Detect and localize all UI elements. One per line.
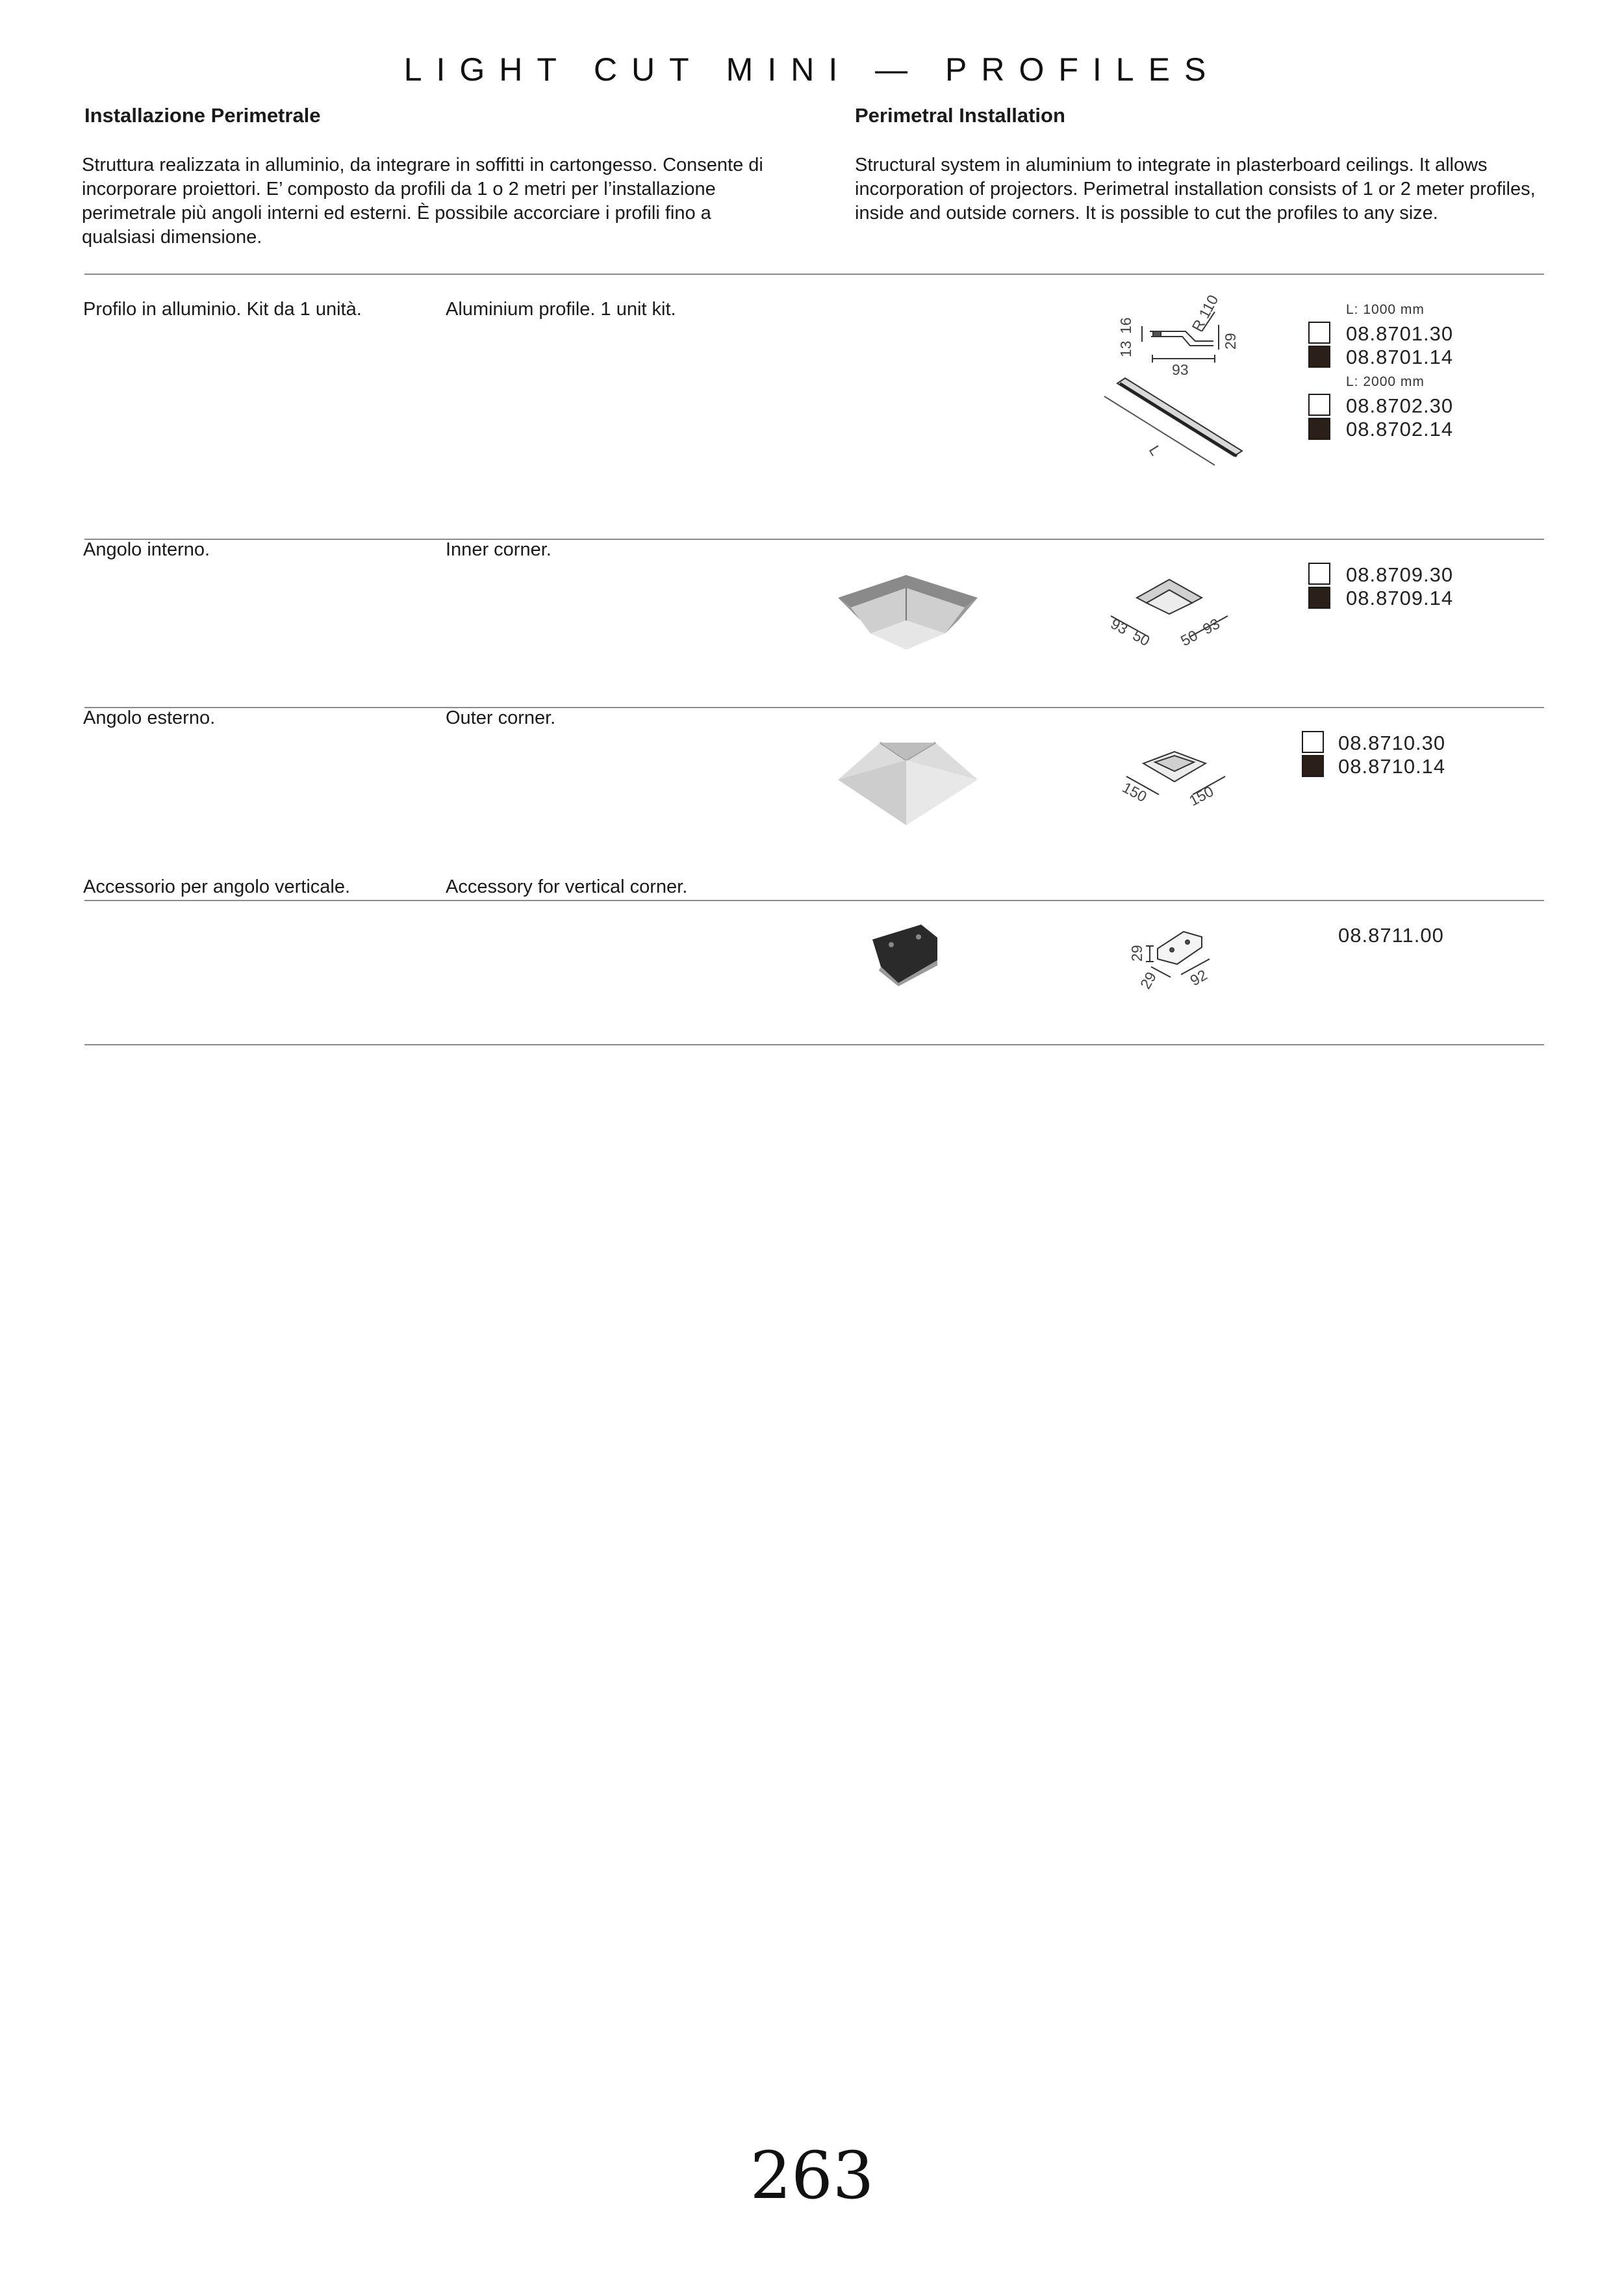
divider (84, 707, 1544, 708)
dim-label: 29 (1136, 969, 1160, 992)
dim-label: 93 (1108, 615, 1131, 638)
dim-label: 93 (1200, 615, 1223, 638)
divider (84, 900, 1544, 901)
length-label: L: 1000 mm (1346, 302, 1425, 317)
row3-label-it: Angolo esterno. (83, 708, 216, 728)
row3-label-en: Outer corner. (446, 708, 556, 728)
intro-heading-en: Perimetral Installation (855, 104, 1065, 127)
dim-label: 13 (1117, 340, 1134, 357)
intro-heading-it: Installazione Perimetrale (84, 104, 321, 127)
dim-label: 92 (1187, 966, 1210, 990)
product-code: 08.8710.14 (1338, 755, 1446, 778)
outer-corner-dimension-drawing (1117, 737, 1234, 815)
product-code: 08.8709.14 (1346, 587, 1454, 609)
product-code: 08.8711.00 (1338, 924, 1444, 947)
black-finish-swatch (1308, 346, 1330, 368)
profile-dimension-drawing (1091, 286, 1260, 468)
black-finish-swatch (1308, 587, 1330, 609)
product-code: 08.8701.30 (1346, 322, 1454, 345)
dim-label: R 110 (1188, 292, 1222, 335)
product-code: 08.8710.30 (1338, 732, 1446, 754)
black-finish-swatch (1308, 418, 1330, 440)
divider (84, 539, 1544, 540)
accessory-photo (869, 921, 944, 986)
product-code: 08.8701.14 (1346, 346, 1454, 368)
product-code: 08.8702.30 (1346, 394, 1454, 417)
accessory-dimension-drawing (1117, 921, 1234, 1006)
dim-label: 150 (1186, 782, 1217, 810)
row4-label-en: Accessory for vertical corner. (446, 876, 688, 897)
dim-label: 50 (1130, 626, 1153, 650)
dim-label: 150 (1119, 778, 1150, 806)
dim-label: 29 (1222, 333, 1239, 350)
white-finish-swatch (1308, 322, 1330, 344)
dim-label: 16 (1117, 317, 1134, 334)
white-finish-swatch (1308, 394, 1330, 416)
outer-corner-photo (835, 731, 981, 828)
dim-label: 29 (1128, 945, 1145, 962)
intro-text-it: Struttura realizzata in alluminio, da integrare in soffitti in cartongesso. Consente di incorporare proiettori. E’ composto da profili da 1 o 2 metri per l’installazione perimetrale più angoli interni ed esterni. È possibile accorciare i profili fino a qualsiasi dimensione. (82, 155, 763, 248)
product-code: 08.8709.30 (1346, 563, 1454, 586)
row1-label-en: Aluminium profile. 1 unit kit. (446, 299, 676, 320)
row1-label-it: Profilo in alluminio. Kit da 1 unità. (83, 299, 362, 320)
row4-label-it: Accessorio per angolo verticale. (83, 876, 351, 897)
page-number: 263 (750, 2138, 874, 2214)
black-finish-swatch (1302, 755, 1324, 777)
page-title: LIGHT CUT MINI — PROFILES (403, 51, 1221, 88)
dim-label: L (1145, 442, 1165, 459)
row2-label-en: Inner corner. (446, 539, 552, 560)
row2-label-it: Angolo interno. (83, 539, 210, 560)
inner-corner-photo (835, 568, 984, 653)
length-label: L: 2000 mm (1346, 374, 1425, 389)
divider (84, 1044, 1544, 1045)
dim-label: 50 (1178, 626, 1200, 650)
divider (84, 274, 1544, 275)
white-finish-swatch (1308, 563, 1330, 585)
product-code: 08.8702.14 (1346, 418, 1454, 441)
intro-text-en: Structural system in aluminium to integrate in plasterboard ceilings. It allows incorporation of projectors. Perimetral installation consists of 1 or 2 meter profiles, inside and outside corners. It is possible to cut the profiles to any size. (855, 155, 1536, 224)
white-finish-swatch (1302, 731, 1324, 753)
inner-corner-dimension-drawing (1098, 565, 1241, 656)
dim-label: 93 (1172, 361, 1189, 378)
